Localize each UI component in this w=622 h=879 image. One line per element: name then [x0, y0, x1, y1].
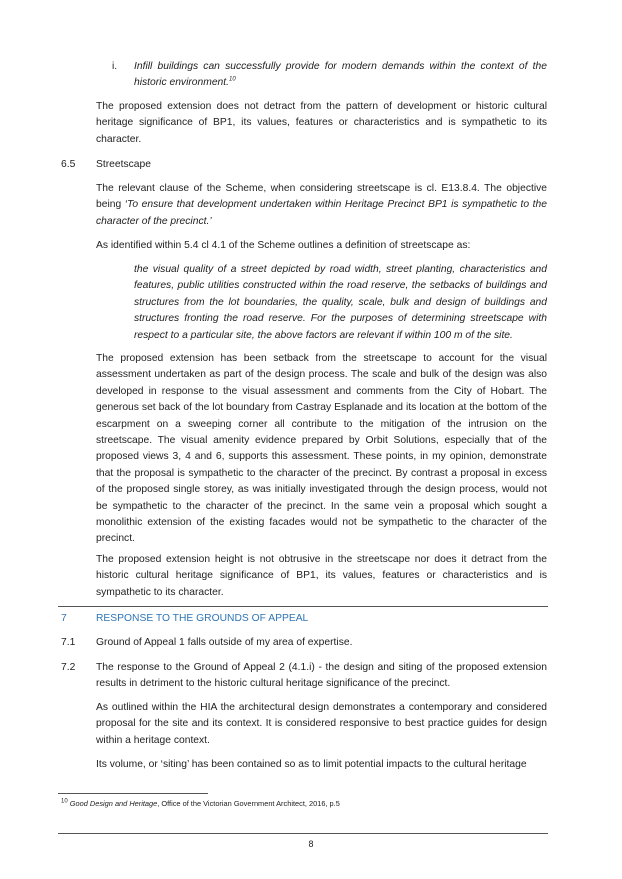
page-number: 8 [308, 839, 314, 849]
item-7-1-text: Ground of Appeal 1 falls outside of my area of expertise. [96, 637, 353, 648]
volume-paragraph: Its volume, or ‘siting’ has been contained so as to limit potential impacts to the cultural heritage [96, 759, 527, 770]
objective-plain: The relevant clause of the Scheme, when considering streetscape is cl. E13.8.4. The objective being [96, 183, 547, 211]
streetscape-definition-quote: the visual quality of a street depicted by road width, street planting, characteristics and features, public utilities constructed within the road reserve, the setbacks of buildings and structures from the lot boundaries, the quality, scale, bulk and design of buildings and structures fronting the road reserve. For the purposes of determining streetscape with respect to a particular site, the above factors are relevant if within 100 m of the site. [134, 264, 547, 341]
section-7-title: RESPONSE TO THE GROUNDS OF APPEAL [96, 613, 309, 624]
section-divider [58, 606, 548, 607]
footnote-ref: 10 [229, 76, 236, 83]
streetscape-objective-paragraph [96, 181, 547, 230]
footnote-title: Good Design and Heritage [69, 799, 158, 808]
item-7-2-number: 7.2 [61, 662, 76, 673]
item-7-1-number: 7.1 [61, 637, 76, 648]
item-7-2-text: The response to the Ground of Appeal 2 (4.1.i) - the design and siting of the proposed extension results in detriment to the historic cultural heritage significance of the precinct. [96, 662, 547, 690]
extension-paragraph: The proposed extension does not detract from the pattern of development or historic cultural heritage significance of BP1, its values, features or characteristics and is sympathetic to its character. [96, 101, 547, 145]
infill-quote-text: Infill buildings can successfully provide for modern demands within the context of the historic environment. [134, 61, 547, 89]
section-7-number: 7 [61, 613, 67, 624]
footnote-number: 10 [61, 798, 68, 805]
footnote [61, 799, 541, 809]
section-6-5-number: 6.5 [61, 159, 76, 170]
section-6-5-title: Streetscape [96, 159, 151, 170]
list-marker-i: i. [112, 61, 118, 72]
height-paragraph: The proposed extension height is not obtrusive in the streetscape nor does it detract from the historic cultural heritage significance of BP1, its values, features or characteristics and is sympathetic to its character. [96, 554, 547, 598]
page-footer-rule [58, 833, 548, 834]
infill-quote [134, 59, 547, 92]
footnote-rest: , Office of the Victorian Government Architect, 2016, p.5 [157, 799, 340, 808]
footnote-separator [58, 793, 208, 794]
hia-paragraph: As outlined within the HIA the architectural design demonstrates a contemporary and considered proposal for the site and its context. It is considered responsive to best practice guides for design within a heritage context. [96, 702, 547, 746]
setback-paragraph: The proposed extension has been setback from the streetscape to account for the visual assessment undertaken as part of the design process. The scale and bulk of the design was also developed in response to the visual assessment and comments from the City of Hobart. The generous set back of the lot boundary from Castray Esplanade and its location at the bottom of the escarpment on a sweeping corner all contribute to the mitigation of the intrusion on the streetscape. The visual amenity evidence prepared by Orbit Solutions, especially that of the proposed views 3, 4 and 6, supports this assessment. These points, in my opinion, demonstrate that the proposal is sympathetic to the character of the precinct. By contrast a proposal in excess of the proposed single storey, as was initially investigated through the design process, would not be sympathetic to the character of the precinct. In the same vein a proposal which sought a monolithic extension of the existing facades would not be sympathetic to the character of the precinct. [96, 353, 547, 545]
definition-intro-paragraph: As identified within 5.4 cl 4.1 of the Scheme outlines a definition of streetscape as: [96, 240, 471, 251]
objective-italic: ‘To ensure that development undertaken within Heritage Precinct BP1 is sympathetic to the character of the precinct.’ [96, 199, 547, 227]
